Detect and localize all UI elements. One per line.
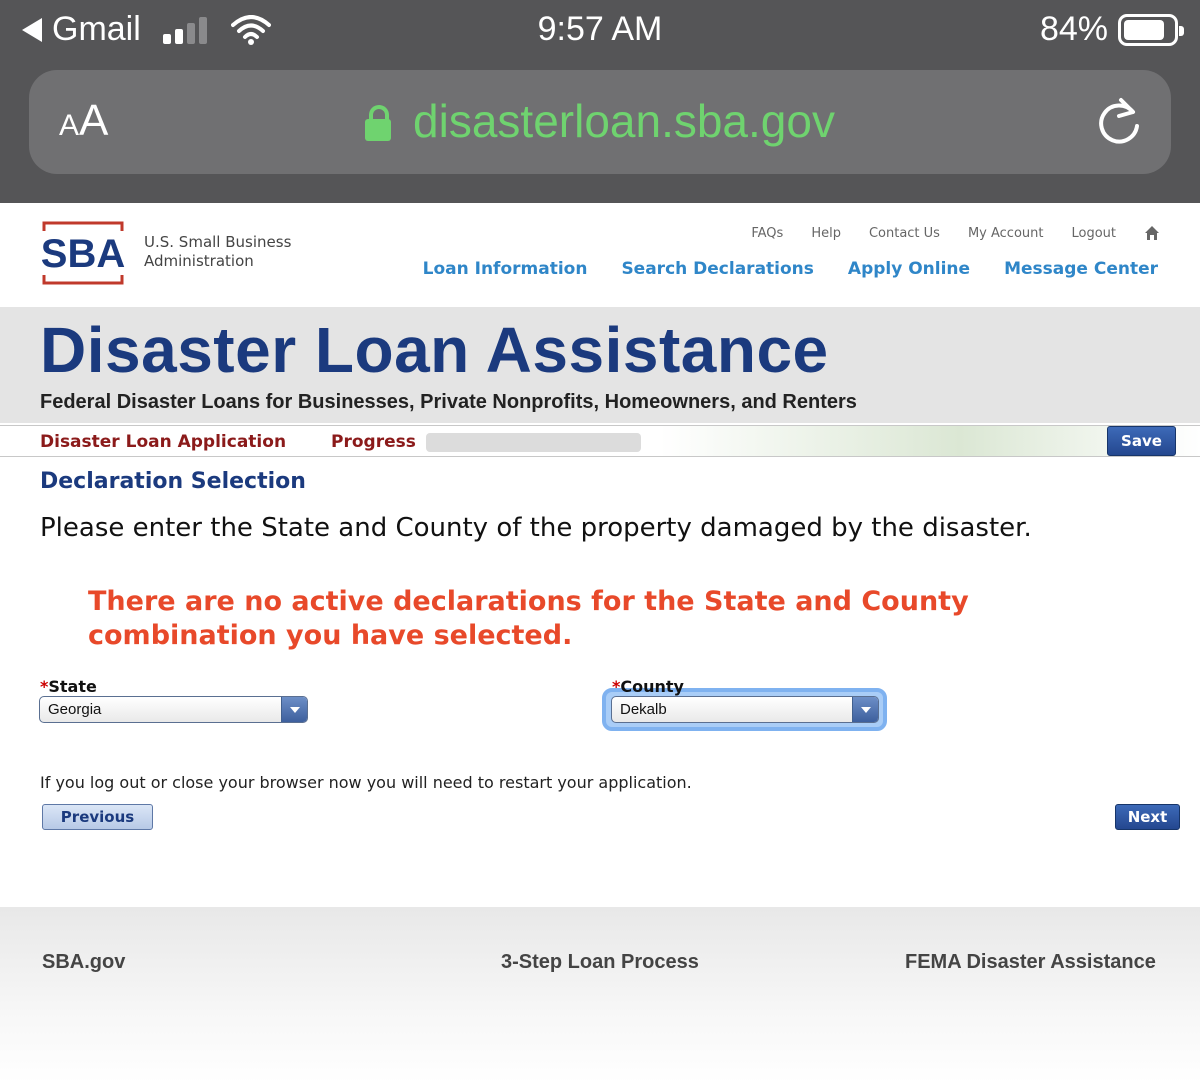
progress-bar bbox=[426, 433, 641, 452]
footer-link-fema[interactable]: FEMA Disaster Assistance bbox=[905, 951, 1156, 973]
footer-link-sba[interactable]: SBA.gov bbox=[42, 951, 126, 973]
nav-search-declarations[interactable]: Search Declarations bbox=[621, 259, 814, 279]
county-label: *County bbox=[612, 677, 684, 696]
url-display[interactable] bbox=[29, 94, 1171, 148]
county-select[interactable] bbox=[611, 696, 879, 723]
next-button[interactable]: Next bbox=[1115, 804, 1180, 830]
ios-browser-chrome bbox=[0, 0, 1200, 203]
nav-message-center[interactable]: Message Center bbox=[1004, 259, 1158, 279]
instructions-text: Please enter the State and County of the property damaged by the disaster. bbox=[40, 513, 1032, 543]
progress-label: Progress bbox=[331, 432, 416, 452]
state-label: *State bbox=[40, 677, 97, 696]
utility-nav bbox=[751, 225, 1160, 241]
state-selected-value: Georgia bbox=[48, 701, 102, 718]
battery-icon bbox=[1118, 14, 1178, 46]
county-selected-value: Dekalb bbox=[620, 701, 667, 718]
text-size-button[interactable]: AA bbox=[59, 96, 109, 145]
application-title: Disaster Loan Application bbox=[40, 432, 287, 452]
save-button[interactable]: Save bbox=[1107, 426, 1176, 456]
page-subtitle: Federal Disaster Loans for Businesses, Private Nonprofits, Homeowners, and Renters bbox=[40, 391, 857, 413]
agency-name: U.S. Small Business Administration bbox=[144, 233, 292, 270]
sba-logo[interactable] bbox=[40, 219, 126, 287]
url-text: disasterloan.sba.gov bbox=[413, 95, 835, 147]
state-select[interactable] bbox=[39, 696, 308, 723]
address-bar[interactable] bbox=[29, 70, 1171, 174]
application-bar bbox=[0, 425, 1200, 457]
error-message: There are no active declarations for the State and County combination you have selected. bbox=[88, 586, 969, 651]
section-title: Declaration Selection bbox=[40, 469, 306, 494]
main-nav bbox=[423, 259, 1158, 279]
site-header bbox=[0, 203, 1200, 307]
util-link-help[interactable]: Help bbox=[811, 225, 841, 241]
util-link-logout[interactable]: Logout bbox=[1071, 225, 1116, 241]
reload-icon[interactable] bbox=[1093, 96, 1145, 148]
battery-status bbox=[1040, 10, 1178, 49]
nav-apply-online[interactable]: Apply Online bbox=[847, 259, 971, 279]
page-title: Disaster Loan Assistance bbox=[40, 314, 829, 386]
back-app-label: Gmail bbox=[52, 10, 141, 48]
chevron-down-icon bbox=[281, 697, 307, 722]
lock-icon bbox=[365, 119, 391, 141]
battery-percent: 84% bbox=[1039, 10, 1108, 48]
session-notice: If you log out or close your browser now you will need to restart your application. bbox=[40, 773, 692, 792]
chevron-down-icon bbox=[852, 697, 878, 722]
status-bar bbox=[0, 0, 1200, 62]
page-banner bbox=[0, 307, 1200, 423]
clock: 9:57 AM bbox=[537, 10, 663, 48]
util-link-faqs[interactable]: FAQs bbox=[751, 225, 784, 241]
footer bbox=[0, 907, 1200, 1083]
util-link-contact-us[interactable]: Contact Us bbox=[868, 225, 940, 241]
footer-link-loan-process[interactable]: 3-Step Loan Process bbox=[501, 951, 699, 973]
svg-text:SBA: SBA bbox=[40, 232, 126, 276]
nav-loan-information[interactable]: Loan Information bbox=[422, 259, 588, 279]
previous-button[interactable]: Previous bbox=[42, 804, 153, 830]
home-icon[interactable] bbox=[1144, 225, 1160, 241]
util-link-my-account[interactable]: My Account bbox=[967, 225, 1044, 241]
